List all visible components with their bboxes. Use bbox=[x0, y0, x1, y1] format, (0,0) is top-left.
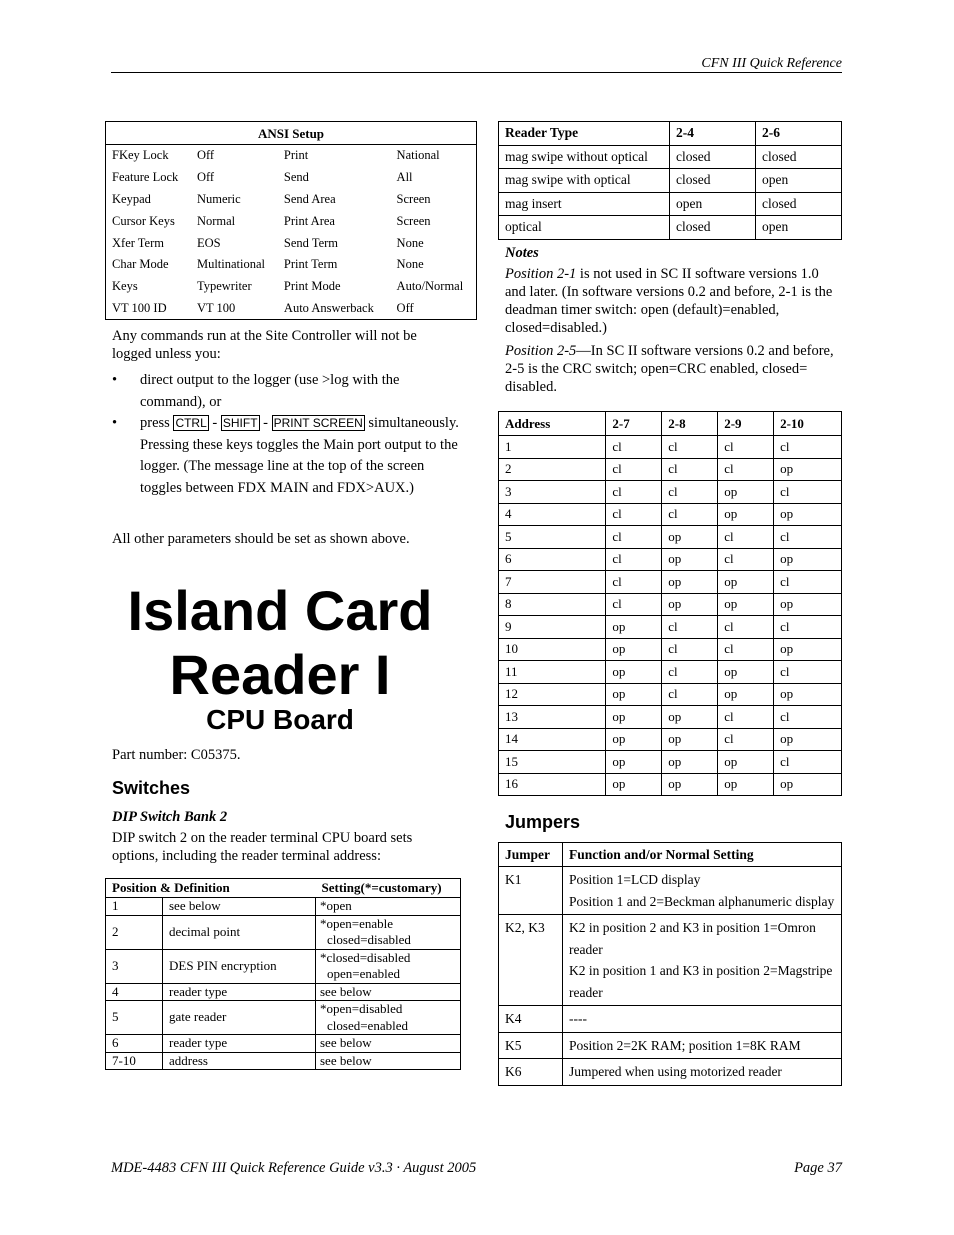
setting-line: see below bbox=[320, 983, 372, 999]
page-header bbox=[111, 56, 842, 73]
table-cell: Print Mode bbox=[283, 279, 341, 294]
table-cell: 14 bbox=[499, 728, 606, 751]
dip-switch-heading: DIP Switch Bank 2 bbox=[112, 809, 228, 825]
table-cell: op bbox=[662, 526, 718, 549]
table-row bbox=[106, 1052, 461, 1070]
table-row bbox=[106, 232, 477, 254]
column-header: Reader Type bbox=[499, 122, 670, 146]
table-cell: Xfer Term bbox=[112, 235, 164, 250]
function-line: K2 in position 1 and K3 in position 2=Magstripe reader bbox=[569, 963, 833, 1000]
definition-cell: decimal point bbox=[163, 915, 316, 949]
table-cell: cl bbox=[662, 503, 718, 526]
page-footer bbox=[111, 1160, 842, 1177]
table-row bbox=[499, 773, 842, 796]
table-cell: 1 bbox=[499, 436, 606, 459]
footer-doc-id: MDE-4483 CFN III Quick Reference Guide v3.3 · August 2005 bbox=[111, 1160, 477, 1176]
definition-cell: reader type bbox=[163, 983, 316, 1001]
notes-heading bbox=[505, 244, 840, 262]
position-cell: 3 bbox=[106, 949, 163, 983]
note-position-2-1 bbox=[505, 265, 840, 337]
table-cell: 16 bbox=[499, 773, 606, 796]
switches-heading: Switches bbox=[112, 778, 191, 798]
table-cell: closed bbox=[670, 169, 756, 193]
table-cell: op bbox=[606, 683, 662, 706]
setting-cell bbox=[316, 1001, 461, 1035]
table-cell: None bbox=[396, 235, 424, 250]
table-cell: op bbox=[718, 683, 774, 706]
table-cell: cl bbox=[718, 526, 774, 549]
table-cell: optical bbox=[499, 216, 670, 240]
table-cell: op bbox=[774, 593, 842, 616]
table-cell: Send bbox=[283, 170, 309, 185]
table-cell: op bbox=[774, 458, 842, 481]
table-cell: Multinational bbox=[196, 257, 266, 272]
table-cell: EOS bbox=[196, 235, 221, 250]
table-row bbox=[106, 167, 477, 189]
definition-cell: see below bbox=[163, 898, 316, 916]
table-row bbox=[499, 458, 842, 481]
function-line: Jumpered when using motorized reader bbox=[569, 1064, 782, 1079]
table-cell: VT 100 ID bbox=[112, 300, 167, 315]
table-cell: Auto Answerback bbox=[283, 300, 374, 315]
function-cell bbox=[563, 1032, 842, 1059]
definition-cell: address bbox=[163, 1052, 316, 1070]
function-cell bbox=[563, 1006, 842, 1033]
setting-line: *closed=disabled bbox=[320, 949, 411, 965]
position-cell: 7-10 bbox=[106, 1052, 163, 1070]
position-cell: 2 bbox=[106, 915, 163, 949]
table-cell: cl bbox=[606, 436, 662, 459]
setting-line: *open=disabled bbox=[320, 1001, 403, 1016]
table-cell: 7 bbox=[499, 571, 606, 594]
table-cell: cl bbox=[774, 661, 842, 684]
table-cell: op bbox=[718, 503, 774, 526]
table-row bbox=[106, 298, 477, 320]
position-header: Position & Definition bbox=[106, 879, 316, 898]
setting-line: see below bbox=[320, 1035, 372, 1050]
table-cell: cl bbox=[662, 683, 718, 706]
definition-cell: DES PIN encryption bbox=[163, 949, 316, 983]
table-cell: mag swipe with optical bbox=[499, 169, 670, 193]
table-cell: cl bbox=[718, 436, 774, 459]
table-cell: None bbox=[396, 257, 424, 272]
dip-position-table bbox=[105, 878, 461, 1070]
table-cell: op bbox=[774, 773, 842, 796]
header-title: CFN III Quick Reference bbox=[701, 56, 842, 71]
position-cell: 1 bbox=[106, 898, 163, 916]
bullet-rest: simultaneously. Pressing these keys toggles the Main port output to the logger. (The message line at the top of the screen toggles between FDX MAIN and FDX>AUX.) bbox=[140, 415, 459, 496]
table-row bbox=[106, 898, 461, 916]
table-row bbox=[106, 1001, 461, 1035]
ansi-setup-title: ANSI Setup bbox=[106, 122, 477, 145]
table-cell: op bbox=[606, 751, 662, 774]
table-row bbox=[499, 169, 842, 193]
function-header: Function and/or Normal Setting bbox=[563, 843, 842, 867]
table-cell: Cursor Keys bbox=[112, 213, 175, 228]
table-cell: closed bbox=[756, 145, 842, 169]
shift-key-label: SHIFT bbox=[222, 416, 258, 430]
table-cell: mag insert bbox=[499, 192, 670, 216]
key-separator: - bbox=[263, 415, 269, 431]
function-cell bbox=[563, 1059, 842, 1086]
table-cell: 10 bbox=[499, 638, 606, 661]
position-cell: 5 bbox=[106, 1001, 163, 1035]
table-cell: op bbox=[662, 593, 718, 616]
note-position-2-5 bbox=[505, 342, 840, 396]
table-cell: Keys bbox=[112, 279, 138, 294]
column-header: 2-8 bbox=[662, 412, 718, 436]
table-cell: cl bbox=[774, 616, 842, 639]
table-cell: Send Term bbox=[283, 235, 339, 250]
ctrl-key-label: CTRL bbox=[175, 416, 207, 430]
table-cell: Normal bbox=[196, 213, 236, 228]
jumper-cell: K4 bbox=[499, 1006, 563, 1033]
table-cell: cl bbox=[662, 481, 718, 504]
table-cell: cl bbox=[662, 458, 718, 481]
setting-cell bbox=[316, 915, 461, 949]
table-cell: cl bbox=[774, 571, 842, 594]
table-row bbox=[106, 276, 477, 298]
table-cell: Numeric bbox=[196, 191, 241, 206]
table-row bbox=[106, 983, 461, 1001]
table-cell: Feature Lock bbox=[112, 170, 179, 185]
bullet-mark: • bbox=[112, 415, 118, 431]
table-cell: op bbox=[662, 773, 718, 796]
setting-line: *open=enable bbox=[320, 915, 394, 931]
table-cell: op bbox=[662, 751, 718, 774]
column-header: 2-9 bbox=[718, 412, 774, 436]
setting-cell bbox=[316, 898, 461, 916]
table-row bbox=[499, 706, 842, 729]
table-row bbox=[499, 548, 842, 571]
table-cell: 11 bbox=[499, 661, 606, 684]
ansi-setup-table bbox=[105, 121, 477, 320]
table-cell: mag swipe without optical bbox=[499, 145, 670, 169]
table-row bbox=[106, 254, 477, 276]
table-cell: FKey Lock bbox=[112, 148, 169, 163]
table-cell: Screen bbox=[396, 191, 431, 206]
table-row bbox=[499, 1006, 842, 1033]
bullet-item bbox=[112, 370, 457, 414]
part-number: Part number: C05375. bbox=[112, 747, 241, 763]
table-cell: op bbox=[606, 728, 662, 751]
table-cell: cl bbox=[718, 728, 774, 751]
table-row bbox=[499, 481, 842, 504]
function-line: Position 1=LCD display bbox=[569, 872, 701, 887]
table-cell: Send Area bbox=[283, 191, 336, 206]
table-cell: 12 bbox=[499, 683, 606, 706]
setting-line: open=enabled bbox=[327, 966, 401, 981]
column-header: 2-6 bbox=[756, 122, 842, 146]
column-header: 2-4 bbox=[670, 122, 756, 146]
table-row bbox=[499, 751, 842, 774]
table-cell: 4 bbox=[499, 503, 606, 526]
table-cell: cl bbox=[774, 436, 842, 459]
table-cell: op bbox=[662, 548, 718, 571]
table-cell: Off bbox=[196, 170, 215, 185]
print-screen-key-label: PRINT SCREEN bbox=[273, 416, 363, 430]
table-row bbox=[499, 616, 842, 639]
table-row bbox=[499, 915, 842, 1006]
bullet-item bbox=[112, 413, 457, 523]
table-row bbox=[106, 949, 461, 983]
table-cell: cl bbox=[606, 571, 662, 594]
jumper-cell: K1 bbox=[499, 867, 563, 915]
table-cell: Print Area bbox=[283, 213, 335, 228]
table-cell: cl bbox=[718, 458, 774, 481]
table-cell: Auto/Normal bbox=[396, 279, 464, 294]
table-cell: op bbox=[718, 773, 774, 796]
table-row bbox=[106, 1035, 461, 1053]
table-row bbox=[499, 683, 842, 706]
bullet-text: direct output to the logger (use >log with the command), or bbox=[140, 372, 400, 410]
setting-cell bbox=[316, 1035, 461, 1053]
table-cell: 5 bbox=[499, 526, 606, 549]
table-cell: All bbox=[396, 170, 413, 185]
table-cell: cl bbox=[718, 638, 774, 661]
table-cell: cl bbox=[718, 706, 774, 729]
press-text: press bbox=[140, 415, 170, 431]
table-row bbox=[106, 145, 477, 167]
setting-line: see below bbox=[320, 1052, 372, 1068]
note-text: is not used in SC II software versions 1.0 and later. (In software versions 0.2 and before, 2-1 is the deadman timer switch: open (default)=enabled, closed=disabled.) bbox=[505, 266, 833, 336]
page-number: Page 37 bbox=[794, 1160, 842, 1176]
table-cell: op bbox=[606, 661, 662, 684]
setting-line: *open bbox=[320, 898, 352, 913]
table-row bbox=[499, 216, 842, 240]
table-cell: 15 bbox=[499, 751, 606, 774]
table-cell: 2 bbox=[499, 458, 606, 481]
table-cell: cl bbox=[662, 661, 718, 684]
table-cell: cl bbox=[662, 638, 718, 661]
logging-intro: Any commands run at the Site Controller will not be logged unless you: bbox=[112, 328, 417, 362]
table-cell: cl bbox=[774, 481, 842, 504]
table-cell: op bbox=[718, 571, 774, 594]
key-separator: - bbox=[212, 415, 218, 431]
table-cell: cl bbox=[606, 548, 662, 571]
jumpers-heading: Jumpers bbox=[505, 812, 581, 832]
table-cell: Print bbox=[283, 148, 309, 163]
table-cell: 8 bbox=[499, 593, 606, 616]
table-cell: op bbox=[606, 638, 662, 661]
table-cell: cl bbox=[606, 526, 662, 549]
table-cell: closed bbox=[670, 216, 756, 240]
table-cell: National bbox=[396, 148, 440, 163]
position-cell: 4 bbox=[106, 983, 163, 1001]
jumper-cell: K5 bbox=[499, 1032, 563, 1059]
reader-type-table bbox=[498, 121, 842, 240]
table-row bbox=[499, 192, 842, 216]
section-subtitle: CPU Board bbox=[206, 704, 354, 735]
definition-cell: reader type bbox=[163, 1035, 316, 1053]
function-line: Position 1 and 2=Beckman alphanumeric display bbox=[569, 893, 835, 909]
table-cell: Off bbox=[196, 148, 215, 163]
other-parameters-text: All other parameters should be set as shown above. bbox=[112, 531, 410, 547]
table-row bbox=[499, 503, 842, 526]
setting-line: closed=disabled bbox=[327, 932, 411, 947]
table-row bbox=[499, 571, 842, 594]
table-row bbox=[106, 189, 477, 211]
table-cell: op bbox=[774, 503, 842, 526]
table-cell: op bbox=[774, 683, 842, 706]
table-cell: Screen bbox=[396, 213, 431, 228]
jumpers-table bbox=[498, 842, 842, 1086]
table-cell: op bbox=[718, 481, 774, 504]
table-cell: op bbox=[606, 706, 662, 729]
table-cell: op bbox=[774, 728, 842, 751]
table-row bbox=[499, 145, 842, 169]
table-cell: Keypad bbox=[112, 191, 151, 206]
table-row bbox=[499, 526, 842, 549]
notes-heading-text: Notes bbox=[505, 245, 539, 261]
setting-cell bbox=[316, 949, 461, 983]
table-cell: Char Mode bbox=[112, 257, 169, 272]
table-cell: cl bbox=[718, 548, 774, 571]
table-cell: closed bbox=[756, 192, 842, 216]
table-cell: op bbox=[662, 728, 718, 751]
table-cell: closed bbox=[670, 145, 756, 169]
table-cell: cl bbox=[606, 481, 662, 504]
table-cell: cl bbox=[774, 706, 842, 729]
table-cell: op bbox=[718, 751, 774, 774]
setting-header: Setting(*=customary) bbox=[316, 879, 461, 898]
column-header: 2-7 bbox=[606, 412, 662, 436]
table-cell: cl bbox=[774, 751, 842, 774]
table-row bbox=[499, 1059, 842, 1086]
note-label: Position 2-1 bbox=[505, 266, 577, 282]
table-cell: cl bbox=[662, 616, 718, 639]
table-cell: VT 100 bbox=[196, 300, 236, 315]
setting-line: closed=enabled bbox=[327, 1017, 408, 1033]
table-row bbox=[499, 1032, 842, 1059]
table-row bbox=[499, 593, 842, 616]
function-cell bbox=[563, 915, 842, 1006]
definition-cell: gate reader bbox=[163, 1001, 316, 1035]
table-cell: open bbox=[756, 216, 842, 240]
section-title-line2: Reader I bbox=[169, 643, 391, 706]
table-cell: op bbox=[718, 593, 774, 616]
table-cell: op bbox=[606, 616, 662, 639]
table-cell: 9 bbox=[499, 616, 606, 639]
function-line: K2 in position 2 and K3 in position 1=Omron reader bbox=[569, 920, 816, 957]
table-cell: Print Term bbox=[283, 257, 338, 272]
jumper-header: Jumper bbox=[499, 843, 563, 867]
bullet-text bbox=[140, 413, 460, 499]
position-cell: 6 bbox=[106, 1035, 163, 1053]
table-cell: op bbox=[774, 548, 842, 571]
setting-cell bbox=[316, 983, 461, 1001]
table-row bbox=[499, 867, 842, 915]
table-cell: cl bbox=[606, 458, 662, 481]
table-cell: op bbox=[774, 638, 842, 661]
section-title-line1: Island Card bbox=[127, 579, 433, 642]
note-label: Position 2-5 bbox=[505, 343, 577, 359]
table-cell: cl bbox=[606, 593, 662, 616]
bullet-mark: • bbox=[112, 372, 118, 388]
table-cell: Off bbox=[396, 300, 414, 315]
column-header: 2-10 bbox=[774, 412, 842, 436]
table-row bbox=[499, 638, 842, 661]
setting-cell bbox=[316, 1052, 461, 1070]
table-row bbox=[499, 728, 842, 751]
table-cell: cl bbox=[718, 616, 774, 639]
table-cell: op bbox=[606, 773, 662, 796]
column-header: Address bbox=[499, 412, 606, 436]
table-cell: cl bbox=[606, 503, 662, 526]
table-cell: 3 bbox=[499, 481, 606, 504]
jumper-cell: K6 bbox=[499, 1059, 563, 1086]
note-text: —In SC II software versions 0.2 and before, 2-5 is the CRC switch; open=CRC enabled, closed= disabled. bbox=[505, 343, 834, 395]
table-row bbox=[106, 915, 461, 949]
table-row bbox=[499, 661, 842, 684]
table-row bbox=[499, 436, 842, 459]
function-line: Position 2=2K RAM; position 1=8K RAM bbox=[569, 1037, 801, 1053]
table-cell: cl bbox=[774, 526, 842, 549]
table-cell: op bbox=[718, 661, 774, 684]
table-cell: open bbox=[756, 169, 842, 193]
table-row bbox=[106, 210, 477, 232]
table-cell: op bbox=[662, 571, 718, 594]
address-table bbox=[498, 411, 842, 796]
function-line: ---- bbox=[569, 1011, 587, 1026]
jumper-cell: K2, K3 bbox=[499, 915, 563, 1006]
dip-switch-text: DIP switch 2 on the reader terminal CPU board sets options, including the reader terminal address: bbox=[112, 830, 413, 864]
table-cell: open bbox=[670, 192, 756, 216]
table-cell: Typewriter bbox=[196, 279, 252, 294]
table-cell: op bbox=[662, 706, 718, 729]
table-cell: cl bbox=[662, 436, 718, 459]
function-cell bbox=[563, 867, 842, 915]
table-cell: 6 bbox=[499, 548, 606, 571]
table-cell: 13 bbox=[499, 706, 606, 729]
